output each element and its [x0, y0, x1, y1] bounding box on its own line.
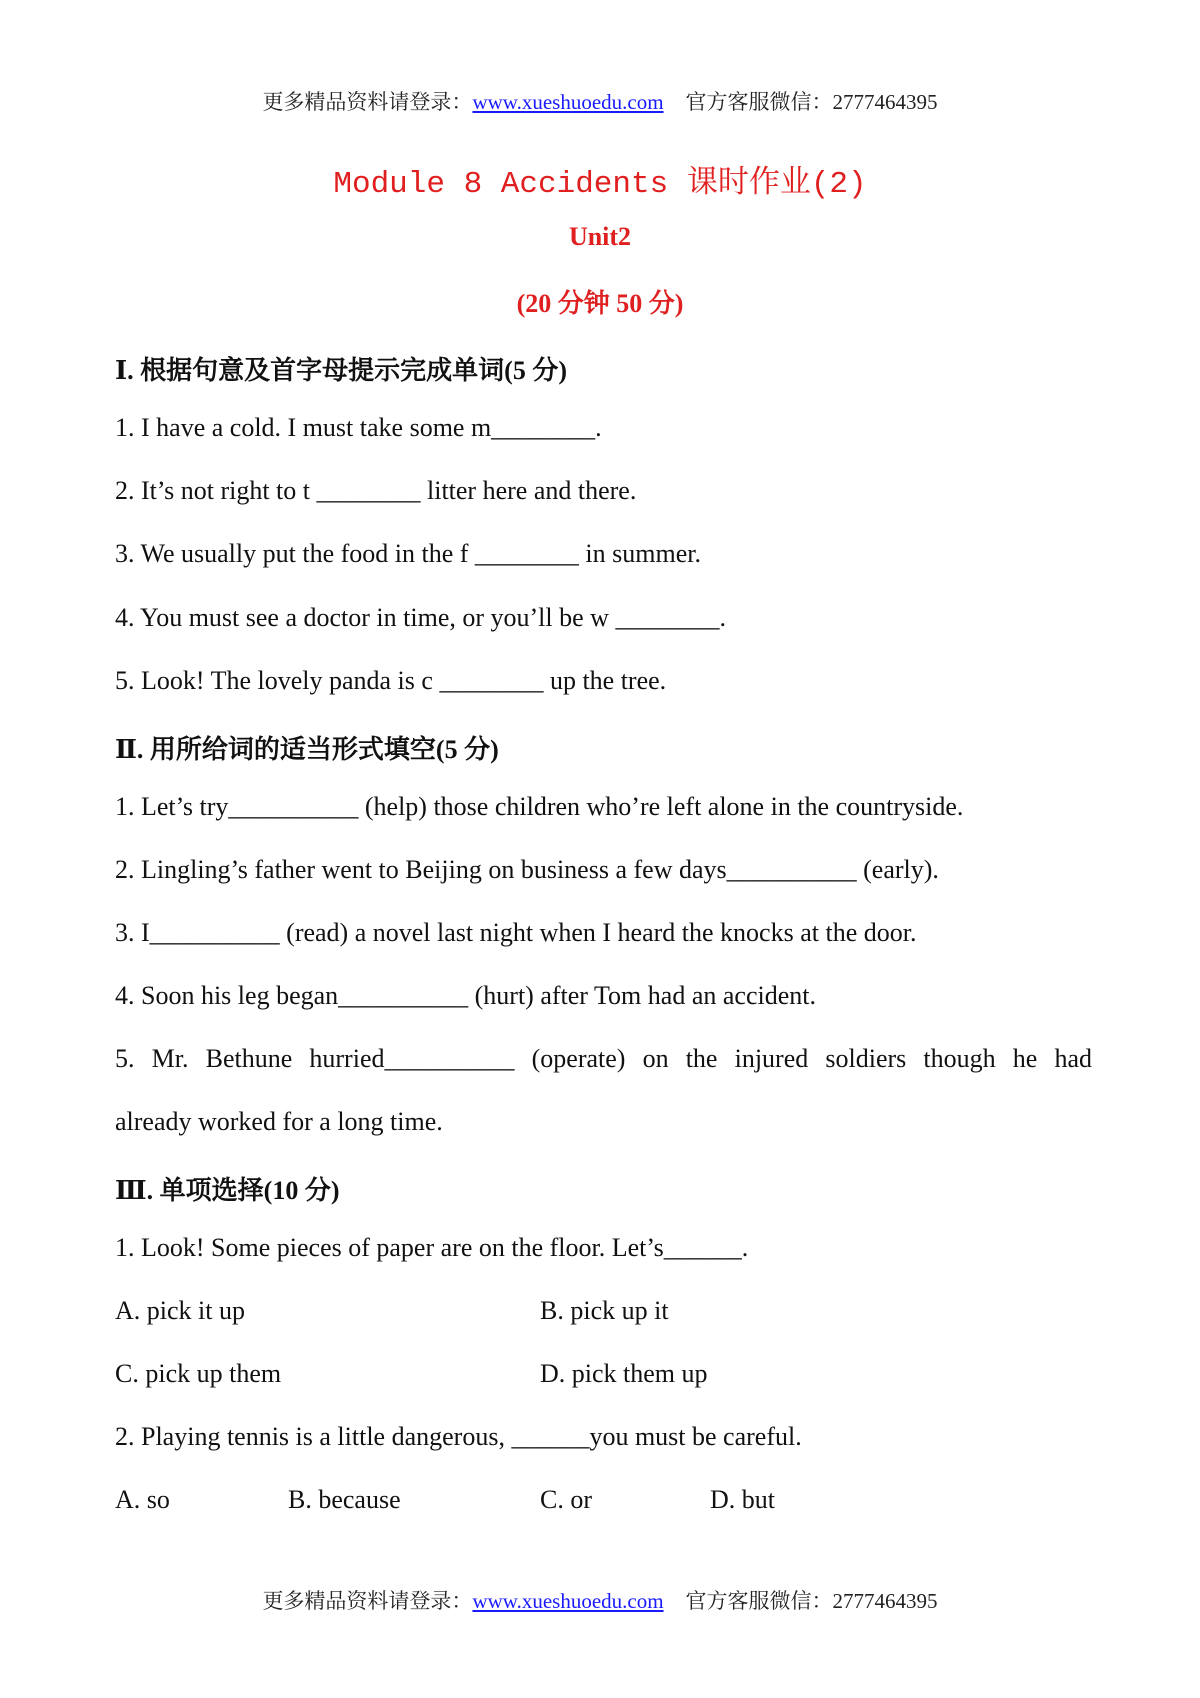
- s3-question-1: 1. Look! Some pieces of paper are on the floor. Let’s______.: [115, 1233, 749, 1262]
- page-header: [0, 86, 1200, 116]
- q2-option-c: C. or: [540, 1485, 592, 1514]
- footer-wechat: 官方客服微信：2777464395: [685, 1589, 938, 1613]
- section-1-heading: Ⅰ. 根据句意及首字母提示完成单词(5 分): [115, 356, 567, 385]
- page-footer: [0, 1585, 1200, 1615]
- header-prefix: 更多精品资料请登录：: [262, 90, 473, 114]
- q2-option-a: A. so: [115, 1485, 170, 1514]
- header-link[interactable]: www.xueshuoedu.com: [472, 90, 664, 114]
- document-title: Module 8 Accidents 课时作业(2): [333, 167, 867, 202]
- s1-item-4: 4. You must see a doctor in time, or you’ll be w ________.: [115, 603, 726, 632]
- time-score: (20 分钟 50 分): [516, 289, 684, 318]
- s1-item-5: 5. Look! The lovely panda is c ________ up the tree.: [115, 666, 667, 695]
- s1-item-3: 3. We usually put the food in the f ________ in summer.: [115, 539, 701, 568]
- s2-item-5-continued: already worked for a long time.: [115, 1107, 443, 1136]
- s2-item-2: 2. Lingling’s father went to Beijing on business a few days__________ (early).: [115, 855, 939, 884]
- s2-item-1: 1. Let’s try__________ (help) those children who’re left alone in the countryside.: [115, 792, 964, 821]
- footer-prefix: 更多精品资料请登录：: [262, 1589, 473, 1613]
- s1-item-2: 2. It’s not right to t ________ litter here and there.: [115, 476, 637, 505]
- s2-item-3: 3. I__________ (read) a novel last night when I heard the knocks at the door.: [115, 918, 917, 947]
- s3-question-2: 2. Playing tennis is a little dangerous, ______you must be careful.: [115, 1422, 802, 1451]
- q1-option-a: A. pick it up: [115, 1296, 245, 1325]
- q2-option-b: B. because: [288, 1485, 401, 1514]
- s2-item-4: 4. Soon his leg began__________ (hurt) after Tom had an accident.: [115, 981, 816, 1010]
- q2-option-d: D. but: [710, 1485, 775, 1514]
- s1-item-1: 1. I have a cold. I must take some m________.: [115, 413, 602, 442]
- q1-option-d: D. pick them up: [540, 1359, 708, 1388]
- section-3-heading: Ⅲ. 单项选择(10 分): [115, 1176, 340, 1205]
- q1-option-b: B. pick up it: [540, 1296, 669, 1325]
- section-2-heading: Ⅱ. 用所给词的适当形式填空(5 分): [115, 735, 499, 764]
- header-wechat: 官方客服微信：2777464395: [685, 90, 938, 114]
- unit-title: Unit2: [568, 222, 632, 251]
- footer-link[interactable]: www.xueshuoedu.com: [472, 1589, 664, 1613]
- q1-option-c: C. pick up them: [115, 1359, 282, 1388]
- s2-item-5: 5. Mr. Bethune hurried__________ (operate) on the injured soldiers though he had: [115, 1044, 1092, 1073]
